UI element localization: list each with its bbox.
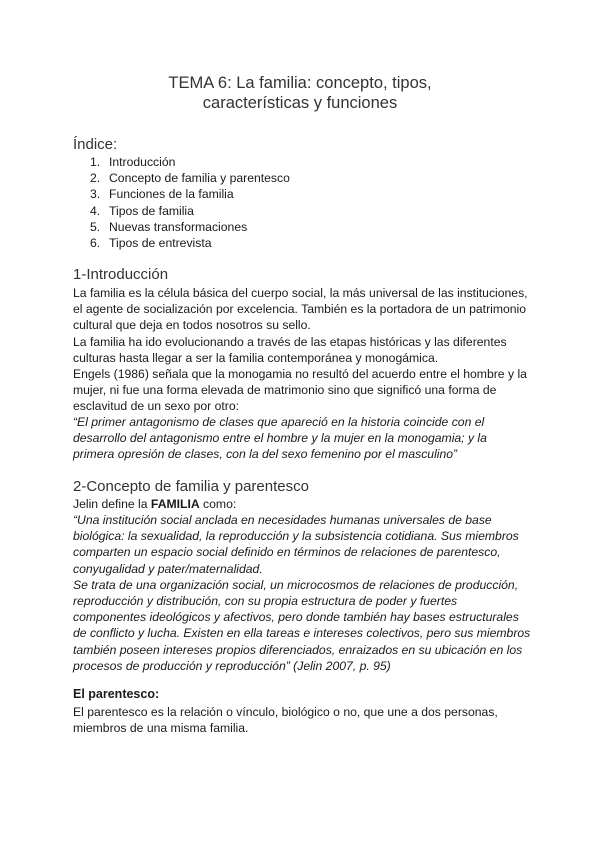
body-line: cultural que deja en todos nosotros su sello. — [73, 318, 311, 333]
index-item — [73, 154, 290, 170]
section-1-heading: 1-Introducción — [73, 266, 169, 283]
quote-line: comparten un espacio social definido en términos de relaciones de parentesco, — [73, 545, 501, 560]
section-2-heading: 2-Concepto de familia y parentesco — [73, 478, 309, 495]
intro-text: como: — [199, 497, 237, 511]
index-item-number: 5. — [90, 219, 101, 234]
title-line-2: características y funciones — [202, 94, 398, 112]
index-item-label: Concepto de familia y parentesco — [109, 171, 290, 186]
quote-line: de conflicto y lucha. Existen en ella tareas e intereses colectivos, pero sus miembros — [73, 626, 531, 641]
quote-line: reproducción y distribución, con su propia estructura de poder y fuertes — [73, 594, 458, 609]
body-line: El parentesco es la relación o vínculo, biológico o no, que une a dos personas, — [73, 705, 498, 719]
title-line-1: TEMA 6: La familia: concepto, tipos, — [168, 74, 432, 92]
body-line: Engels (1986) señala que la monogamia no resultó del acuerdo entre el hombre y la — [73, 367, 527, 382]
section-2-quote — [73, 512, 533, 674]
index-item-label: Nuevas transformaciones — [109, 219, 248, 234]
quote-line: primera opresión de clases, con la del sexo femenino por el masculino” — [73, 447, 458, 462]
index-item — [73, 170, 290, 186]
body-line: el agente de socialización por excelencia. También es la portadora de un patrimonio — [73, 302, 527, 317]
section-1-quote — [73, 414, 533, 463]
section-2-intro — [73, 496, 533, 512]
parentesco-body — [73, 704, 533, 736]
quote-line: Se trata de una organización social, un microcosmos de relaciones de producción, — [73, 577, 519, 592]
index-item-label: Introducción — [109, 155, 176, 169]
index-item-label: Funciones de la familia — [109, 187, 234, 202]
index-item-number: 4. — [90, 203, 101, 218]
quote-line: conyugalidad y pater/maternalidad. — [73, 561, 263, 576]
body-line: esclavitud de un sexo por otro: — [73, 399, 239, 414]
index-item-number: 2. — [90, 171, 101, 186]
quote-line: también poseen intereses propios diferenciados, enraizados en su ubicación en los — [73, 642, 523, 657]
parentesco-heading: El parentesco: — [73, 687, 160, 701]
index-item-number: 1. — [90, 155, 101, 169]
quote-line: “Una institución social anclada en necesidades humanas universales de base — [73, 513, 492, 527]
familia-term: FAMILIA — [150, 497, 200, 511]
quote-line: procesos de producción y reproducción” (Jelin 2007, p. 95) — [73, 658, 391, 673]
body-line: miembros de una misma familia. — [73, 721, 249, 736]
quote-line: “El primer antagonismo de clases que apareció en la historia coincide con el — [73, 415, 485, 429]
quote-line: biológica: la sexualidad, la reproducción y la subsistencia cotidiana. Sus miembros — [73, 529, 519, 544]
body-line: mujer, ni fue una forma elevada de matrimonio sino que significó una forma de — [73, 383, 497, 398]
quote-line: componentes ideológicos y afectivos, pero donde también hay bases estructurales — [73, 610, 519, 625]
index-item — [73, 203, 290, 219]
intro-line — [73, 496, 533, 512]
index-heading: Índice: — [73, 136, 118, 153]
index-item — [73, 186, 290, 202]
index-item-number: 6. — [90, 236, 101, 251]
index-item — [73, 235, 290, 251]
index-item-label: Tipos de familia — [109, 203, 194, 218]
body-line: culturas hasta llegar a ser la familia contemporánea y monogámica. — [73, 350, 439, 365]
body-line: La familia ha ido evolucionando a través de las etapas históricas y las diferentes — [73, 334, 507, 349]
page-title — [0, 73, 600, 113]
section-1-body — [73, 285, 533, 415]
body-line: La familia es la célula básica del cuerpo social, la más universal de las instituciones, — [73, 286, 528, 300]
index-item-number: 3. — [90, 187, 101, 202]
quote-line: desarrollo del antagonismo entre el hombre y la mujer en la monogamia; y la — [73, 431, 487, 446]
index-item-label: Tipos de entrevista — [109, 236, 212, 251]
index-list — [73, 154, 290, 251]
index-item — [73, 219, 290, 235]
intro-text: Jelin define la — [73, 497, 151, 511]
